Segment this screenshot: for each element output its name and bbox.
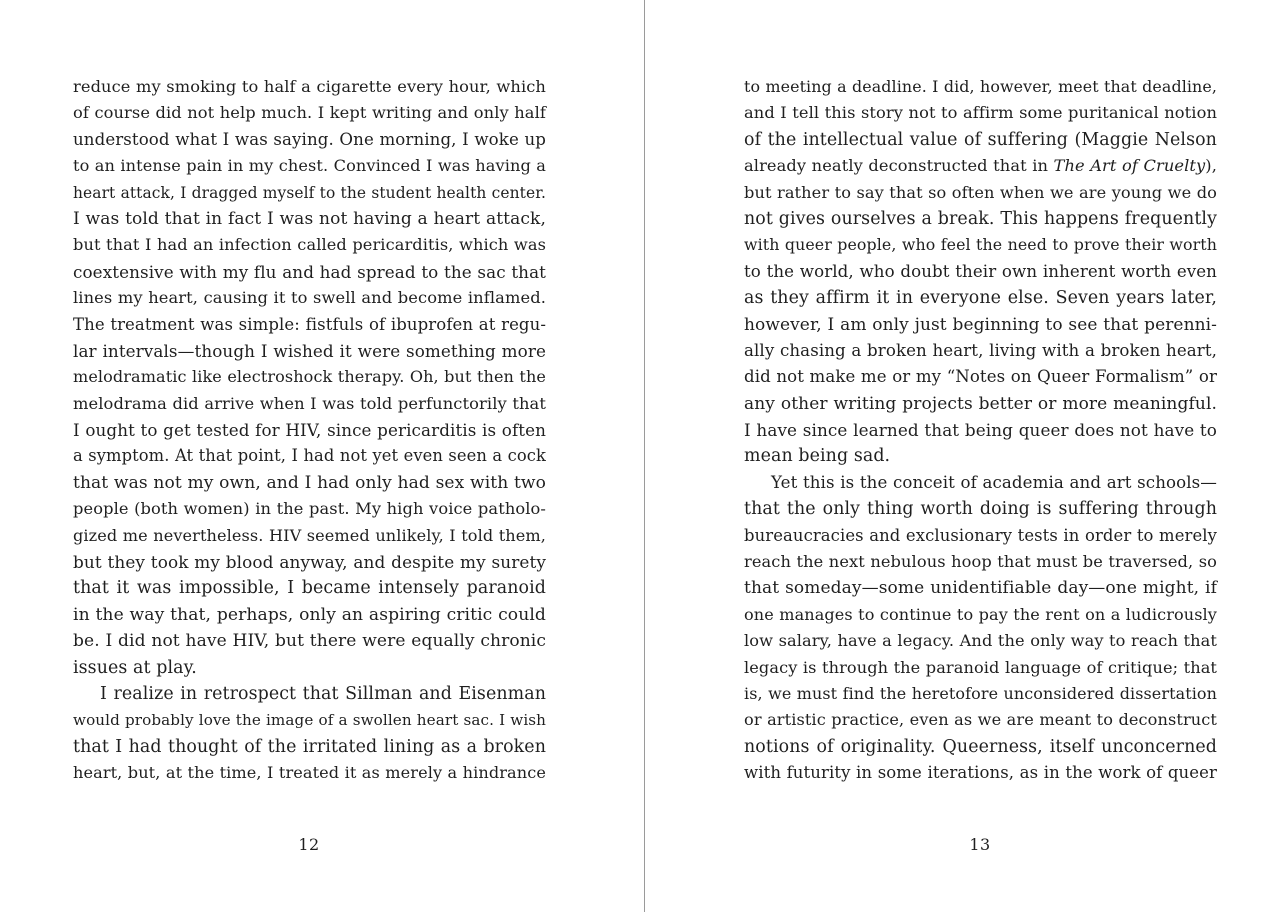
text-line: low salary, have a legacy. And the only way to reach that xyxy=(744,631,1217,651)
text-line: that I had thought of the irritated lining as a broken xyxy=(73,736,546,757)
text-line: that was not my own, and I had only had sex with two xyxy=(73,472,546,493)
text-line: I have since learned that being queer does not have to xyxy=(744,420,1217,441)
text-line: to the world, who doubt their own inherent worth even xyxy=(744,261,1217,281)
text-line: any other writing projects better or more meaningful. xyxy=(744,393,1217,414)
right-page xyxy=(644,0,1288,912)
page-number: 12 xyxy=(298,835,320,854)
text-line: but they took my blood anyway, and despite my surety xyxy=(73,552,546,573)
text-line: that the only thing worth doing is suffering through xyxy=(744,499,1217,520)
text-line: reduce my smoking to half a cigarette every hour, which xyxy=(73,77,546,96)
text-line: as they affirm it in everyone else. Seven years later, xyxy=(744,288,1217,309)
text-line: heart, but, at the time, I treated it as merely a hindrance xyxy=(73,763,546,783)
right-page-body xyxy=(744,74,1217,787)
text-line: notions of originality. Queerness, itself unconcerned xyxy=(744,736,1217,757)
text-line: legacy is through the paranoid language of critique; that xyxy=(744,657,1217,677)
text-line: reach the next nebulous hoop that must be traversed, so xyxy=(744,552,1217,572)
text-line: of the intellectual value of suffering (Maggie Nelson xyxy=(744,129,1217,150)
text-line: and I tell this story not to affirm some puritanical notion xyxy=(744,103,1217,123)
text-line: one manages to continue to pay the rent on a ludicrously xyxy=(744,604,1217,624)
text-line: issues at play. xyxy=(73,657,197,678)
text-line: however, I am only just beginning to see that perenni- xyxy=(744,314,1217,335)
text-line: would probably love the image of a swollen heart sac. I wish xyxy=(73,711,546,730)
text-line: that someday—some unidentifiable day—one might, if xyxy=(744,578,1217,599)
text-line: with futurity in some iterations, as in the work of queer xyxy=(744,763,1217,783)
text-line: The treatment was simple: fistfuls of ibuprofen at regu- xyxy=(73,314,546,334)
book-title: The Art of Cruelty xyxy=(1053,156,1206,176)
text-line: heart attack, I dragged myself to the student health center. xyxy=(73,183,546,202)
text-line: but rather to say that so often when we are young we do xyxy=(744,182,1217,202)
text-line: I ought to get tested for HIV, since pericarditis is often xyxy=(73,420,546,441)
text-line: but that I had an infection called pericarditis, which was xyxy=(73,235,546,255)
text-line: melodrama did arrive when I was told perfunctorily that xyxy=(73,393,546,413)
text-line: with queer people, who feel the need to prove their worth xyxy=(744,235,1217,255)
text-line: melodramatic like electroshock therapy. Oh, but then the xyxy=(73,367,546,387)
text-line: is, we must find the heretofore unconsidered dissertation xyxy=(744,683,1217,703)
text-line: of course did not help much. I kept writing and only half xyxy=(73,103,546,123)
text-line: bureaucracies and exclusionary tests in order to merely xyxy=(744,525,1217,545)
text-line: I realize in retrospect that Sillman and Eisenman xyxy=(100,683,546,704)
text-line: understood what I was saying. One morning, I woke up xyxy=(73,129,546,149)
page-number: 13 xyxy=(969,835,991,854)
text-line: be. I did not have HIV, but there were equally chronic xyxy=(73,631,546,652)
text-line: a symptom. At that point, I had not yet even seen a cock xyxy=(73,446,546,466)
text-line: Yet this is the conceit of academia and art schools— xyxy=(771,472,1217,492)
left-page-body xyxy=(73,74,546,787)
text-run: already neatly deconstructed that in xyxy=(744,156,1054,176)
text-line: to meeting a deadline. I did, however, meet that deadline, xyxy=(744,77,1217,96)
text-line: to an intense pain in my chest. Convinced I was having a xyxy=(73,156,546,176)
text-line xyxy=(744,153,1217,179)
text-line: people (both women) in the past. My high voice patholo- xyxy=(73,499,546,519)
text-line: or artistic practice, even as we are meant to deconstruct xyxy=(744,710,1217,730)
text-line: coextensive with my flu and had spread to the sac that xyxy=(73,261,546,282)
text-line: lines my heart, causing it to swell and become inflamed. xyxy=(73,288,546,308)
text-line: not gives ourselves a break. This happens frequently xyxy=(744,208,1217,229)
text-run: ), xyxy=(1205,156,1217,176)
text-line: gized me nevertheless. HIV seemed unlikely, I told them, xyxy=(73,525,546,545)
text-line: that it was impossible, I became intensely paranoid xyxy=(73,578,546,599)
text-line: in the way that, perhaps, only an aspiring critic could xyxy=(73,604,546,625)
text-line: I was told that in fact I was not having a heart attack, xyxy=(73,208,546,229)
text-line: lar intervals—though I wished it were something more xyxy=(73,340,546,361)
text-line: did not make me or my “Notes on Queer Formalism” or xyxy=(744,367,1217,387)
text-line: mean being sad. xyxy=(744,446,891,467)
text-line: ally chasing a broken heart, living with a broken heart, xyxy=(744,340,1217,360)
